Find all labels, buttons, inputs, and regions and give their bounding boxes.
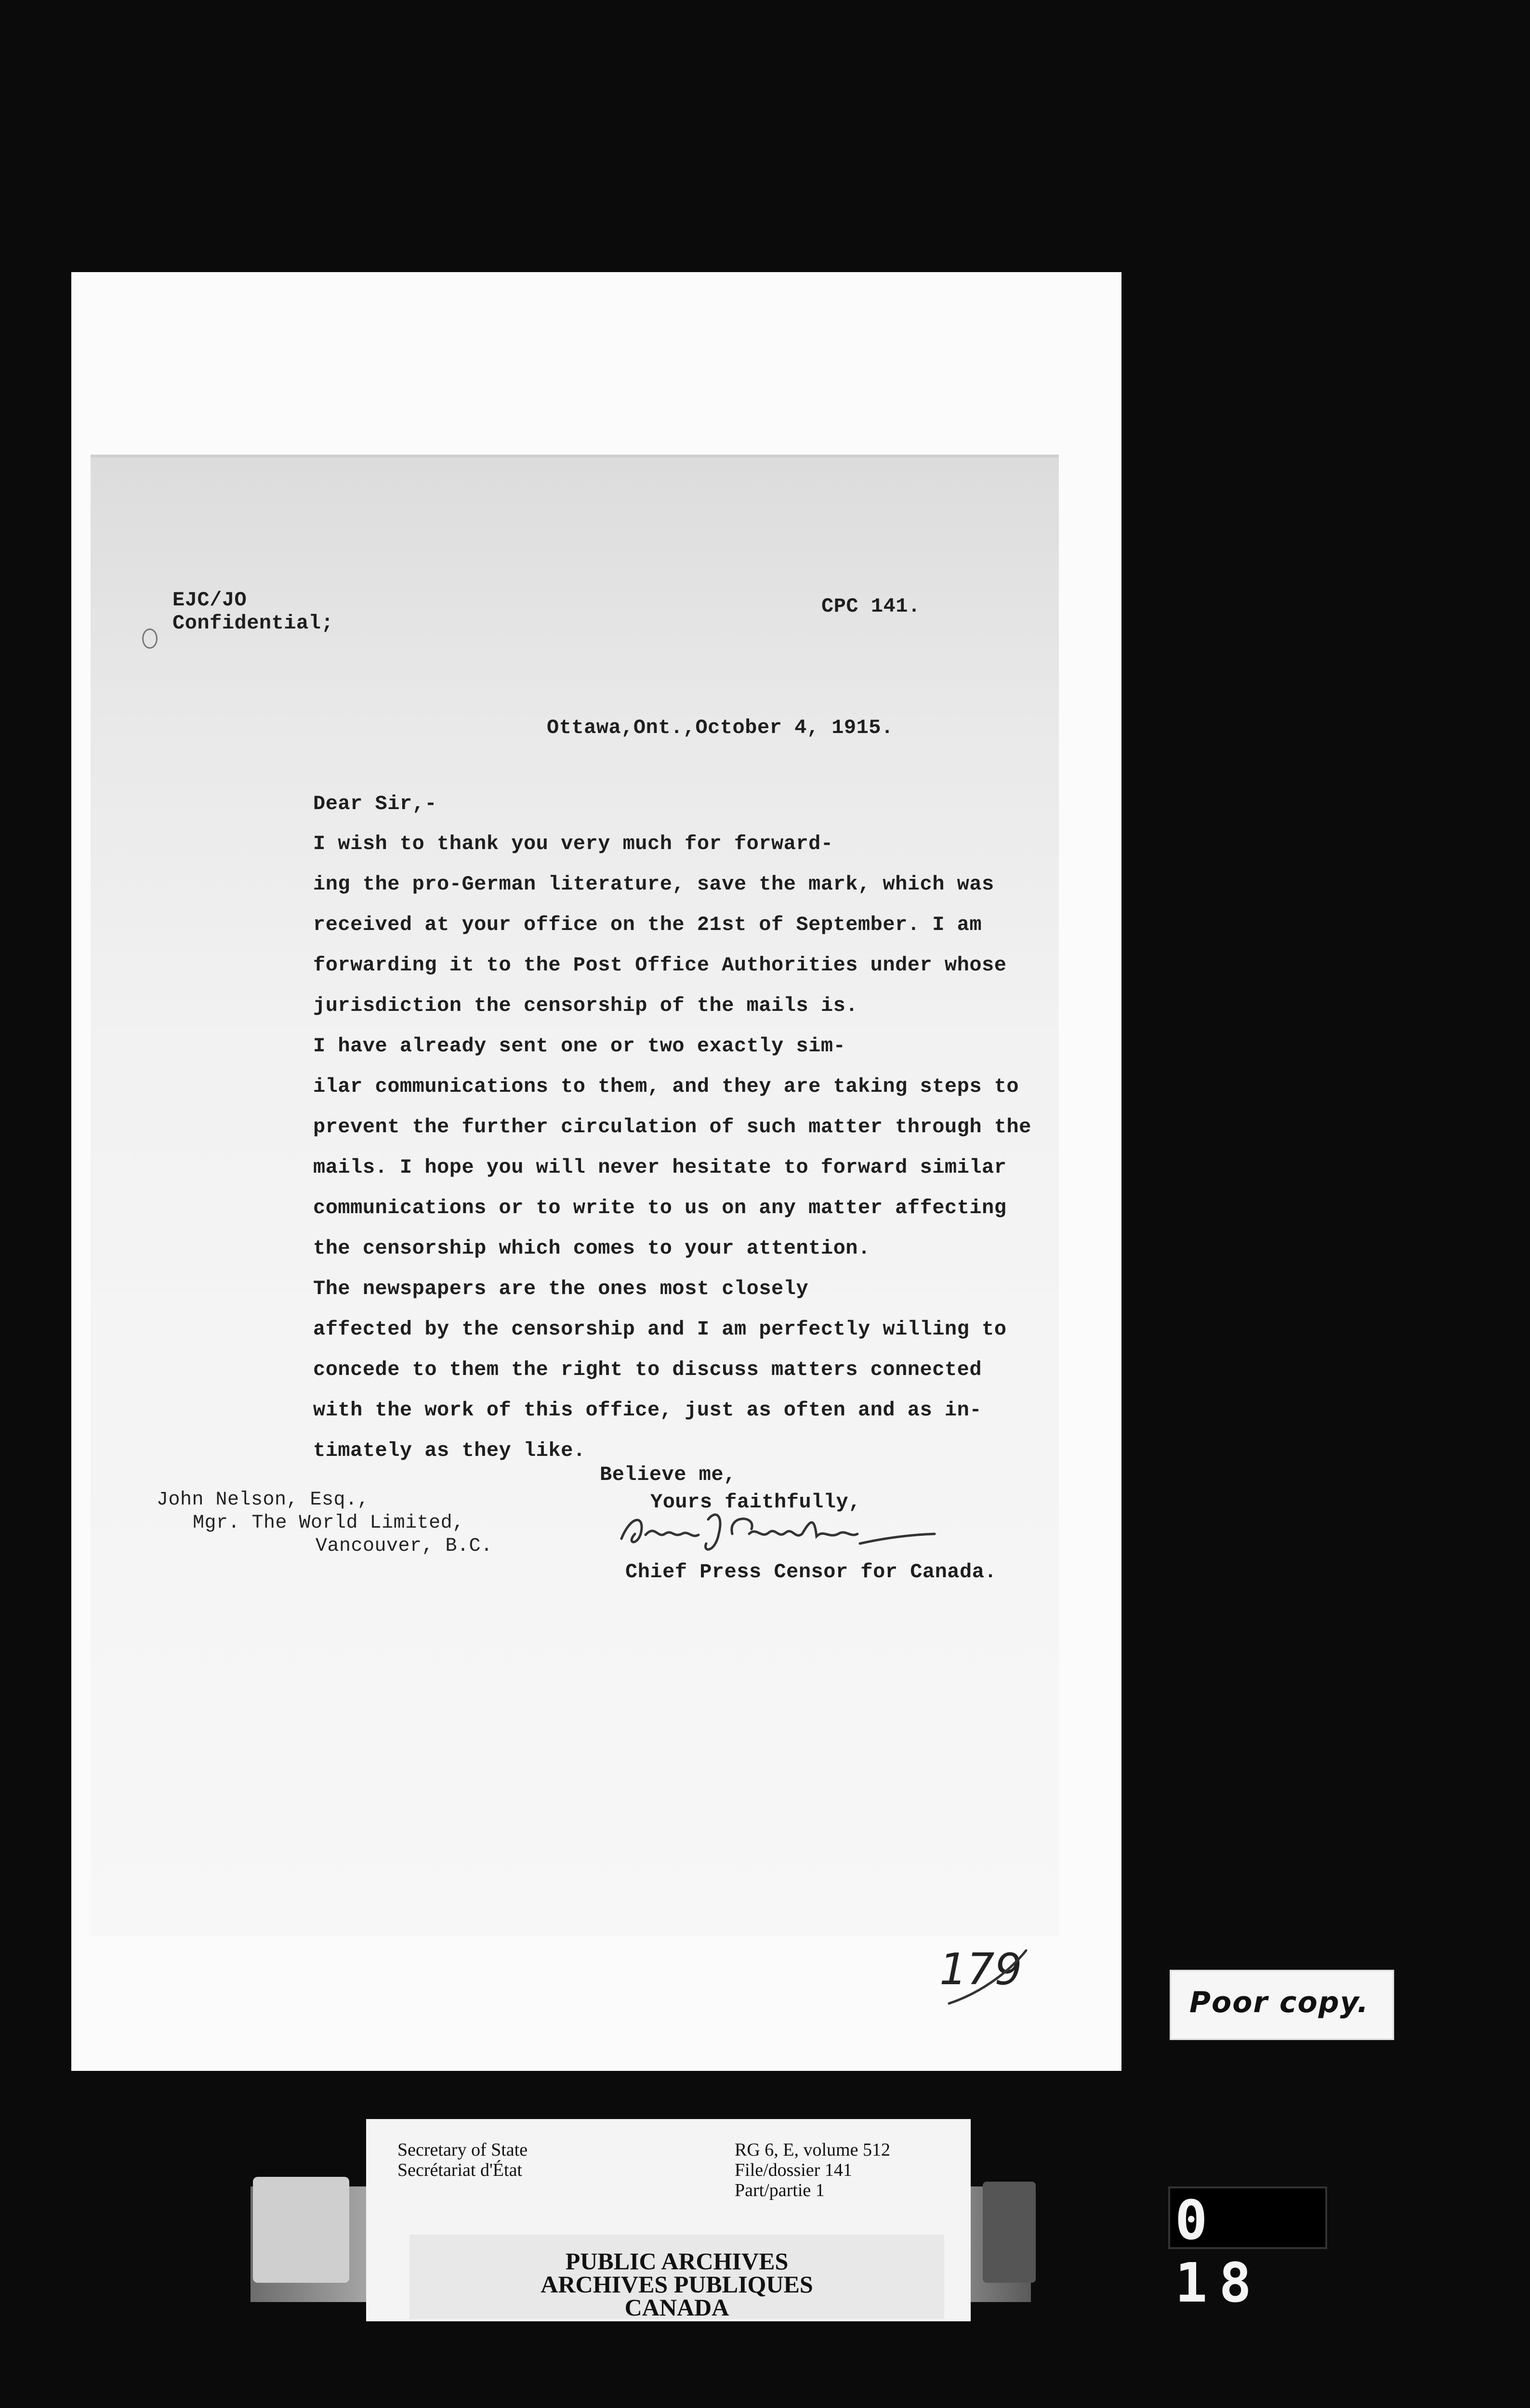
poor-copy-text: Poor copy.: [1189, 1986, 1370, 2019]
department-english: Secretary of State: [397, 2140, 528, 2160]
file-number: File/dossier 141: [735, 2160, 852, 2180]
body-line: ilar communications to them, and they are taking steps to: [313, 1075, 1019, 1098]
punch-hole-mark: [142, 628, 158, 649]
recipient-company: Mgr. The World Limited,: [193, 1512, 464, 1534]
handwritten-signature: [612, 1500, 939, 1563]
body-line: mails. I hope you will never hesitate to forward similar: [313, 1156, 1007, 1179]
part-number: Part/partie 1: [735, 2180, 825, 2200]
body-line: timately as they like.: [313, 1439, 586, 1462]
handwritten-page-number: [935, 1931, 1031, 2013]
frame-counter: [1168, 2186, 1327, 2315]
body-line: I have already sent one or two exactly sim-: [313, 1034, 846, 1058]
body-line: The newspapers are the ones most closely: [313, 1277, 809, 1300]
film-strip-end-left: [253, 2177, 349, 2283]
film-strip-end-right: [983, 2182, 1036, 2283]
record-group: RG 6, E, volume 512: [735, 2140, 890, 2160]
reference-initials: EJC/JO: [172, 589, 247, 612]
body-line: with the work of this office, just as often and as in-: [313, 1399, 982, 1422]
recipient-city: Vancouver, B.C.: [316, 1535, 493, 1557]
body-line: affected by the censorship and I am perfectly willing to: [313, 1318, 1007, 1341]
signatory-title: Chief Press Censor for Canada.: [625, 1560, 997, 1584]
letter-dateline: Ottawa,Ont.,October 4, 1915.: [547, 716, 894, 739]
body-line: prevent the further circulation of such matter through the: [313, 1115, 1031, 1139]
closing-believe-me: Believe me,: [600, 1463, 736, 1486]
body-line: forwarding it to the Post Office Authorities under whose: [313, 954, 1007, 977]
body-line: communications or to write to us on any matter affecting: [313, 1196, 1007, 1219]
body-line: received at your office on the 21st of September. I am: [313, 913, 982, 936]
public-archives-english: PUBLIC ARCHIVES: [565, 2248, 789, 2275]
body-line: jurisdiction the censorship of the mails is.: [313, 994, 858, 1017]
page-number-text: 179: [939, 1944, 1022, 1995]
body-line: the censorship which comes to your attention.: [313, 1237, 871, 1260]
frame-counter-digits: 0 18: [1175, 2189, 1263, 2315]
poor-copy-tag: [1170, 1970, 1394, 2040]
body-line: I wish to thank you very much for forward-: [313, 832, 833, 855]
recipient-name: John Nelson, Esq.,: [157, 1489, 369, 1511]
file-reference: CPC 141.: [821, 595, 921, 618]
body-line: concede to them the right to discuss matters connected: [313, 1358, 982, 1381]
closing-yours-faithfully: Yours faithfully,: [650, 1491, 861, 1514]
body-line: ing the pro-German literature, save the mark, which was: [313, 873, 994, 896]
classification-label: Confidential;: [172, 612, 334, 635]
archives-country: CANADA: [624, 2294, 729, 2321]
department-french: Secrétariat d'État: [397, 2160, 522, 2180]
salutation: Dear Sir,-: [313, 792, 437, 815]
public-archives-french: ARCHIVES PUBLIQUES: [541, 2271, 813, 2298]
